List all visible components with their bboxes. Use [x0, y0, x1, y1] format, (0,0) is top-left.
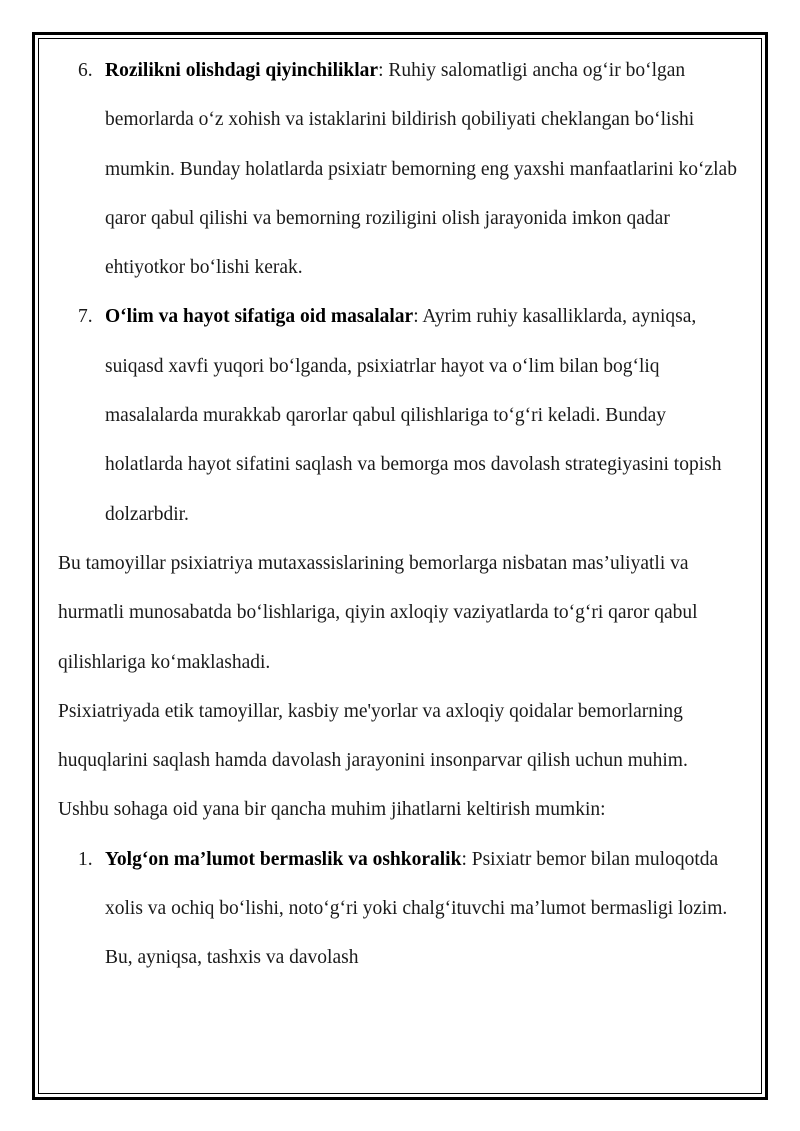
- list-item: [58, 46, 738, 292]
- list-term: Yolg‘on ma’lumot bermaslik va oshkoralik: [105, 848, 462, 870]
- list-item: [58, 292, 738, 538]
- paragraph: Bu tamoyillar psixiatriya mutaxassislarining bemorlarga nisbatan mas’uliyatli va hurmatli munosabatda bo‘lishlariga, qiyin axloqiy vaziyatlarda to‘g‘ri qaror qabul qilishlariga ko‘maklashadi.: [58, 552, 698, 673]
- list-text: : Ayrim ruhiy kasalliklarda, ayniqsa, suiqasd xavfi yuqori bo‘lganda, psixiatrlar hayot va o‘lim bilan bog‘liq masalalarda murakkab qarorlar qabul qilishlariga to‘g‘ri keladi. Bunday holatlarda hayot sifatini saqlash va bemorga mos davolash strategiyasini topish dolzarbdir.: [105, 306, 722, 525]
- list-term: O‘lim va hayot sifatiga oid masalalar: [105, 306, 414, 328]
- list-term: Rozilikni olishdagi qiyinchiliklar: [105, 60, 379, 81]
- document-body: [58, 46, 738, 983]
- list-number: 1.: [78, 848, 93, 870]
- list-text: : Ruhiy salomatligi ancha og‘ir bo‘lgan bemorlarda o‘z xohish va istaklarini bildirish qobiliyati cheklangan bo‘lishi mumkin. Bunday holatlarda psixiatr bemorning eng yaxshi manfaatlarini ko‘zlab qaror qabul qilishi va bemorning roziligini olish jarayonida imkon qadar ehtiyotkor bo‘lishi kerak.: [105, 60, 737, 279]
- list-number: 6.: [78, 60, 93, 81]
- list-text: : Psixiatr bemor bilan muloqotda xolis va ochiq bo‘lishi, noto‘g‘ri yoki chalg‘ituvchi ma’lumot bermasligi lozim. Bu, ayniqsa, tashxis va davolash: [105, 848, 728, 969]
- list-item: [58, 835, 738, 983]
- list-number: 7.: [78, 306, 93, 328]
- paragraph: Psixiatriyada etik tamoyillar, kasbiy me'yorlar va axloqiy qoidalar bemorlarning huquqlarini saqlash hamda davolash jarayonini insonparvar qilish uchun muhim. Ushbu sohaga oid yana bir qancha muhim jihatlarni keltirish mumkin:: [58, 700, 688, 821]
